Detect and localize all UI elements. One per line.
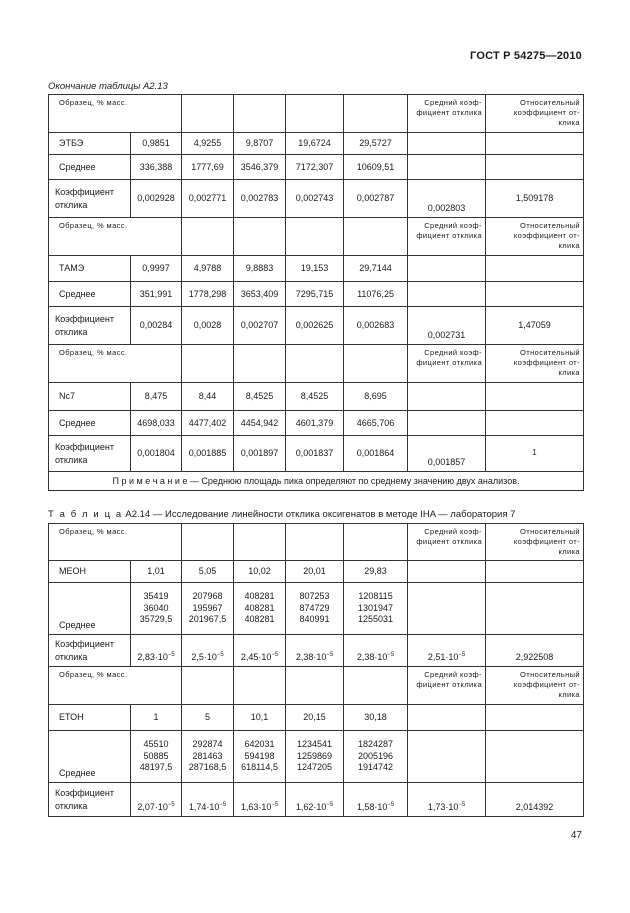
table-a2-14 — [48, 523, 584, 817]
table-header-row — [49, 95, 584, 133]
header-avg-coef: Средний коэф- фициент отклика — [408, 95, 486, 133]
header-rel-coef: Относительный коэффициент от- клика — [486, 95, 584, 133]
header-sample: Образец, % масс. — [49, 95, 182, 133]
table-row: Среднее 336,388 1777,69 3546,379 7172,307 10609,51 — [49, 155, 584, 180]
table-row: МЕОН 1,01 5,05 10,02 20,01 29,83 — [49, 561, 584, 583]
table-row: Среднее 45510 50885 48197,5 292874 281463 287168,5 642031 594198 618114,5 1234541 1259869 1247205 1824287 2005196 1914742 — [49, 731, 584, 783]
table-row: ЭТБЭ 0,9851 4,9255 9,8707 19,6724 29,5727 — [49, 133, 584, 155]
table-row: ТАМЭ 0,9997 4,9788 9,8883 19,153 29,7144 — [49, 256, 584, 282]
compound-name: ЭТБЭ — [49, 133, 131, 155]
compound-name: ТАМЭ — [49, 256, 131, 282]
table-row: Коэффициент отклика 0,00284 0,0028 0,002707 0,002625 0,002683 0,002731 1,47059 — [49, 307, 584, 345]
table-row: Среднее 4698,033 4477,402 4454,942 4601,379 4665,706 — [49, 411, 584, 436]
compound-name: ЕТОН — [49, 705, 131, 731]
table-a2-13-caption: Окончание таблицы А2.13 — [48, 81, 168, 92]
table-a2-14-caption: Т а б л и ц а А2.14 — Исследование линейности отклика оксигенатов в методе IHA — лаборатория 7 — [48, 509, 516, 520]
table-row: Коэффициент отклика $2,83\cdot 10^{-5}$ $2,5\cdot 10^{-5}$ $2,45\cdot 10^{-5}$ $2,38\cdot 10^{-5}$ $2,38\cdot 10^{-5}$ $2,51\cdot 10^{-5}$ 2,922508 — [49, 635, 584, 667]
table-row: Коэффициент отклика 0,002928 0,002771 0,002783 0,002743 0,002787 0,002803 1,509178 — [49, 180, 584, 218]
table-header-row: Образец, % масс. Средний коэф- фициент отклика Относительный коэффициент от- клика — [49, 667, 584, 705]
table-row: ЕТОН 1 5 10,1 20,15 30,18 — [49, 705, 584, 731]
table-row: Nс7 8,475 8,44 8,4525 8,4525 8,695 — [49, 383, 584, 411]
table-row: Коэффициент отклика $2,07\cdot 10^{-5}$ $1,74\cdot 10^{-5}$ $1,63\cdot 10^{-5}$ $1,62\cdot 10^{-5}$ $1,58\cdot 10^{-5}$ $1,73\cdot 10^{-5}$ 2,014392 — [49, 783, 584, 817]
table-note: П р и м е ч а н и е — Среднюю площадь пика определяют по среднему значению двух анализов. — [49, 472, 584, 491]
table-a2-13 — [48, 94, 584, 491]
table-header-row: Образец, % масс. Средний коэф- фициент отклика Относительный коэффициент от- клика — [49, 218, 584, 256]
table-note-row — [49, 472, 584, 491]
table-header-row: Образец, % масс. Средний коэф- фициент отклика Относительный коэффициент от- клика — [49, 524, 584, 561]
table-row: Среднее 351,991 1778,298 3653,409 7295,715 11076,25 — [49, 282, 584, 307]
table-row: Среднее 35419 36040 35729,5 207968 195967 201967,5 408281 408281 408281 807253 874729 840991 1208115 1301947 1255031 — [49, 583, 584, 635]
standard-number: ГОСТ Р 54275—2010 — [470, 50, 582, 62]
table-header-row: Образец, % масс. Средний коэф- фициент отклика Относительный коэффициент от- клика — [49, 345, 584, 383]
page-number: 47 — [570, 830, 582, 841]
compound-name: Nс7 — [49, 383, 131, 411]
table-row: Коэффициент отклика 0,001804 0,001885 0,001897 0,001837 0,001864 0,001857 1 — [49, 436, 584, 472]
compound-name: МЕОН — [49, 561, 131, 583]
